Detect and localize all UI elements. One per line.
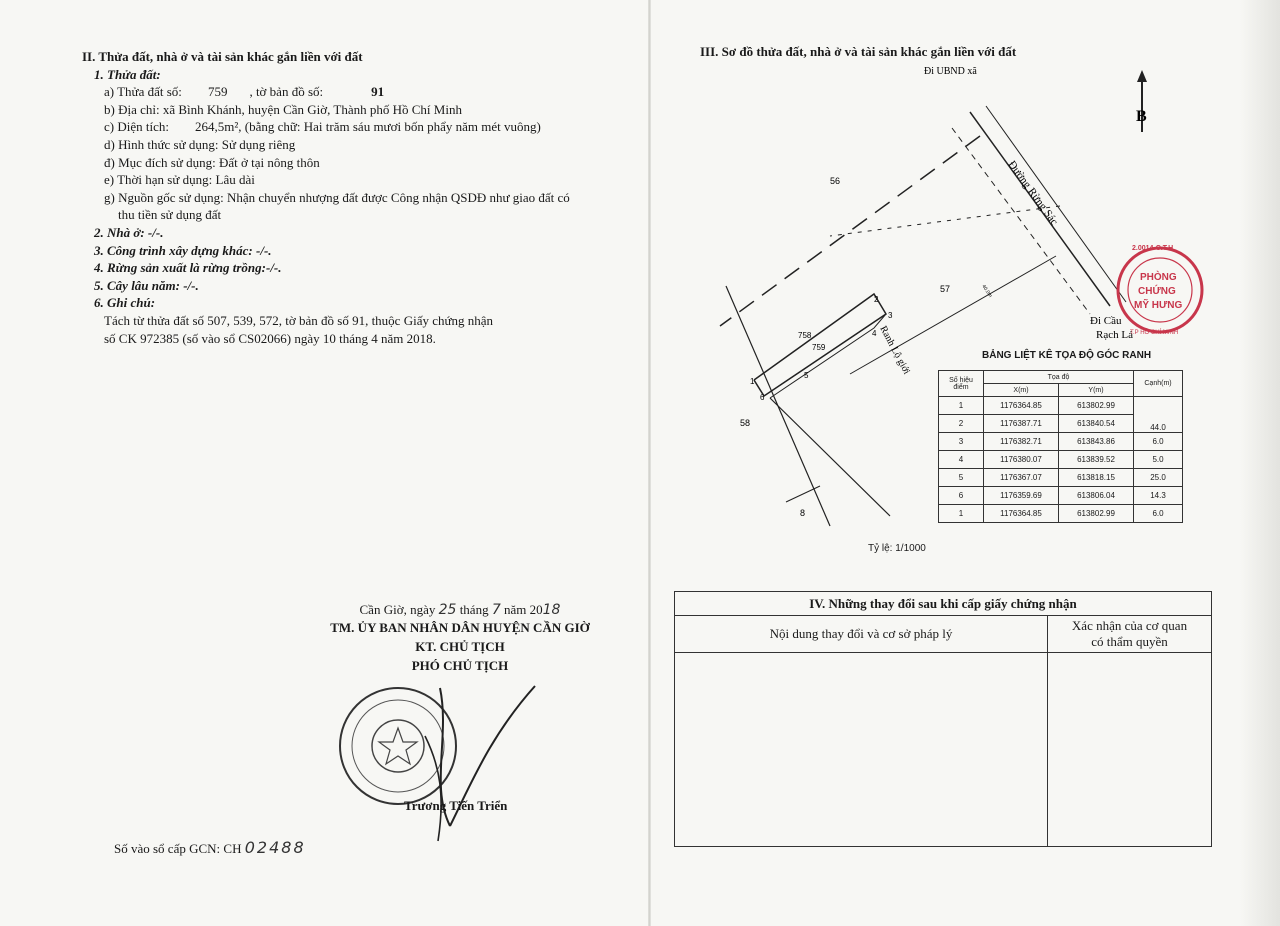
lower-boundary [770, 398, 890, 516]
to-ubnd-label: Đi UBND xã [924, 66, 977, 77]
parcel-8-label: 8 [800, 508, 806, 518]
usage-term-row: e) Thời hạn sử dụng: Lâu dài [104, 172, 255, 188]
stamp-line-3: MỸ HƯNG [1134, 300, 1183, 311]
page-edge [1240, 0, 1280, 926]
stamp-top-text: 2.0014-C.T.H [1132, 245, 1174, 252]
col-point: Số hiệu điểm [939, 371, 984, 397]
coords-table-title: BẢNG LIỆT KÊ TỌA ĐỘ GÓC RANH [982, 350, 1152, 361]
col-length: Cạnh(m) [1134, 371, 1183, 397]
parcel-number: 759 [207, 84, 228, 100]
changes-table [674, 591, 1212, 847]
point-4: 4 [872, 329, 877, 338]
dashed-line-1 [720, 136, 980, 326]
notary-stamp-icon [1118, 245, 1202, 336]
table-row: 3 1176382.71 613843.86 6.0 [939, 433, 1183, 451]
parcel-number-row [82, 83, 622, 101]
coords-table [938, 370, 1183, 523]
issue-date [300, 602, 620, 618]
point-2: 2 [874, 295, 879, 304]
official-seal-icon [330, 676, 570, 846]
changes-col-content: Nội dung thay đổi và cơ sở pháp lý [769, 626, 953, 641]
table-row: 4 1176380.07 613839.52 5.0 [939, 451, 1183, 469]
confirm-line-1: Xác nhận của cơ quan [1071, 618, 1188, 633]
col-coord: Tọa độ [984, 371, 1134, 384]
table-row: 1 1176364.85 613802.99 44.0 [939, 397, 1183, 415]
point-1: 1 [750, 377, 755, 386]
parcel-759-label: 759 [812, 343, 826, 352]
changes-header-row [675, 616, 1211, 653]
signature-block [300, 602, 620, 675]
note-line-1: Tách từ thửa đất số 507, 539, 572, tờ bản đồ số 91, thuộc Giấy chứng nhận [104, 312, 494, 328]
col-y: Y(m) [1059, 384, 1134, 397]
date-year: 18 [542, 602, 561, 618]
land-heading: 1. Thửa đất: [94, 66, 161, 82]
gcn-label: Số vào sổ cấp GCN: CH [114, 841, 242, 856]
forest-heading: 4. Rừng sản xuất là rừng trồng:-/-. [94, 260, 282, 276]
changes-col-confirm [1047, 616, 1211, 652]
date-month: 7 [491, 602, 501, 618]
road-name: Đường Rừng Sác [1005, 158, 1061, 228]
to-bridge-label-2: Rạch Lá [1096, 329, 1133, 341]
origin-row: g) Nguồn gốc sử dụng: Nhận chuyển nhượng đất được Công nhận QSDĐ như giao đất có [104, 189, 570, 205]
issuing-org: TM. ỦY BAN NHÂN DÂN HUYỆN CẦN GIỜ [330, 620, 590, 635]
col-x: X(m) [984, 384, 1059, 397]
parcel-759-outline [764, 314, 886, 398]
signer-role: PHÓ CHỦ TỊCH [411, 658, 509, 673]
boundary-label: Ranh Lộ giới [877, 324, 912, 377]
table-row: 6 1176359.69 613806.04 14.3 [939, 487, 1183, 505]
construction-heading: 3. Công trình xây dựng khác: -/-. [94, 242, 272, 258]
point-5: 5 [804, 371, 809, 380]
date-year-label: năm 20 [504, 602, 543, 617]
land-info-section [82, 48, 622, 347]
gcn-value: 02488 [244, 838, 306, 857]
north-arrow-icon [1136, 70, 1147, 132]
address-row: b) Địa chỉ: xã Bình Khánh, huyện Cần Giờ, Thành phố Hồ Chí Minh [104, 101, 462, 117]
signer-name: Trương Tiến Triển [404, 798, 508, 813]
road-edge-2 [986, 106, 1126, 302]
note-heading: 6. Ghi chú: [94, 295, 156, 311]
to-bridge-label-1: Đi Cầu [1090, 315, 1122, 327]
confirm-line-2: có thẩm quyền [1091, 634, 1168, 649]
map-heading: III. Sơ đồ thửa đất, nhà ở và tài sản khác gắn liền với đất [700, 44, 1017, 59]
trees-heading: 5. Cây lâu năm: -/-. [94, 277, 199, 293]
page-fold [648, 0, 651, 926]
table-row: 2 1176387.71 613840.54 [939, 415, 1183, 433]
stamp-line-1: PHÒNG [1140, 272, 1177, 283]
area-value: 264,5m², (bằng chữ: Hai trăm sáu mươi bốn phẩy năm mét vuông) [194, 119, 541, 135]
parcel-58-label: 58 [740, 418, 751, 428]
origin-row-cont: thu tiền sử dụng đất [118, 207, 222, 223]
map-sheet-label: , tờ bản đồ số: [249, 84, 324, 100]
road-center [952, 128, 1090, 314]
area-row [82, 118, 622, 136]
usage-purpose-row: đ) Mục đích sử dụng: Đất ở tại nông thôn [104, 154, 320, 170]
parcel-56-label: 56 [830, 176, 841, 186]
date-day: 25 [438, 602, 457, 618]
parcel-758-label: 758 [798, 331, 812, 340]
map-scale: Tỷ lệ: 1/1000 [868, 543, 926, 554]
date-place: Cần Giờ, ngày [359, 602, 436, 617]
kt-title: KT. CHỦ TỊCH [415, 639, 505, 654]
table-row: 5 1176367.07 613818.15 25.0 [939, 469, 1183, 487]
parcel-label: a) Thửa đất số: [104, 84, 182, 100]
area-label: c) Diện tích: [104, 119, 169, 135]
stamp-line-2: CHỨNG [1138, 286, 1176, 297]
point-6: 6 [760, 393, 765, 402]
usage-form-row: d) Hình thức sử dụng: Sử dụng riêng [104, 136, 296, 152]
table-row: 1 1176364.85 613802.99 6.0 [939, 505, 1183, 523]
point-3: 3 [888, 311, 893, 320]
parcel-57-label: 57 [940, 284, 951, 294]
stamp-bottom-text: T.P HỒ CHÍ MINH [1130, 330, 1179, 336]
changes-divider [1047, 652, 1048, 846]
gcn-number [114, 838, 306, 857]
date-month-label: tháng [459, 602, 489, 617]
section-heading: II. Thửa đất, nhà ở và tài sản khác gắn liền với đất [82, 49, 363, 64]
map-sheet-number: 91 [371, 84, 385, 100]
north-label: B [1136, 108, 1147, 125]
road-width: 40.0m [980, 283, 994, 299]
house-heading: 2. Nhà ở: -/-. [94, 224, 164, 240]
note-line-2: số CK 972385 (số vào sổ CS02066) ngày 10 tháng 4 năm 2018. [104, 330, 436, 346]
changes-heading: IV. Những thay đổi sau khi cấp giấy chứng nhận [675, 592, 1211, 616]
short-boundary [786, 486, 820, 502]
